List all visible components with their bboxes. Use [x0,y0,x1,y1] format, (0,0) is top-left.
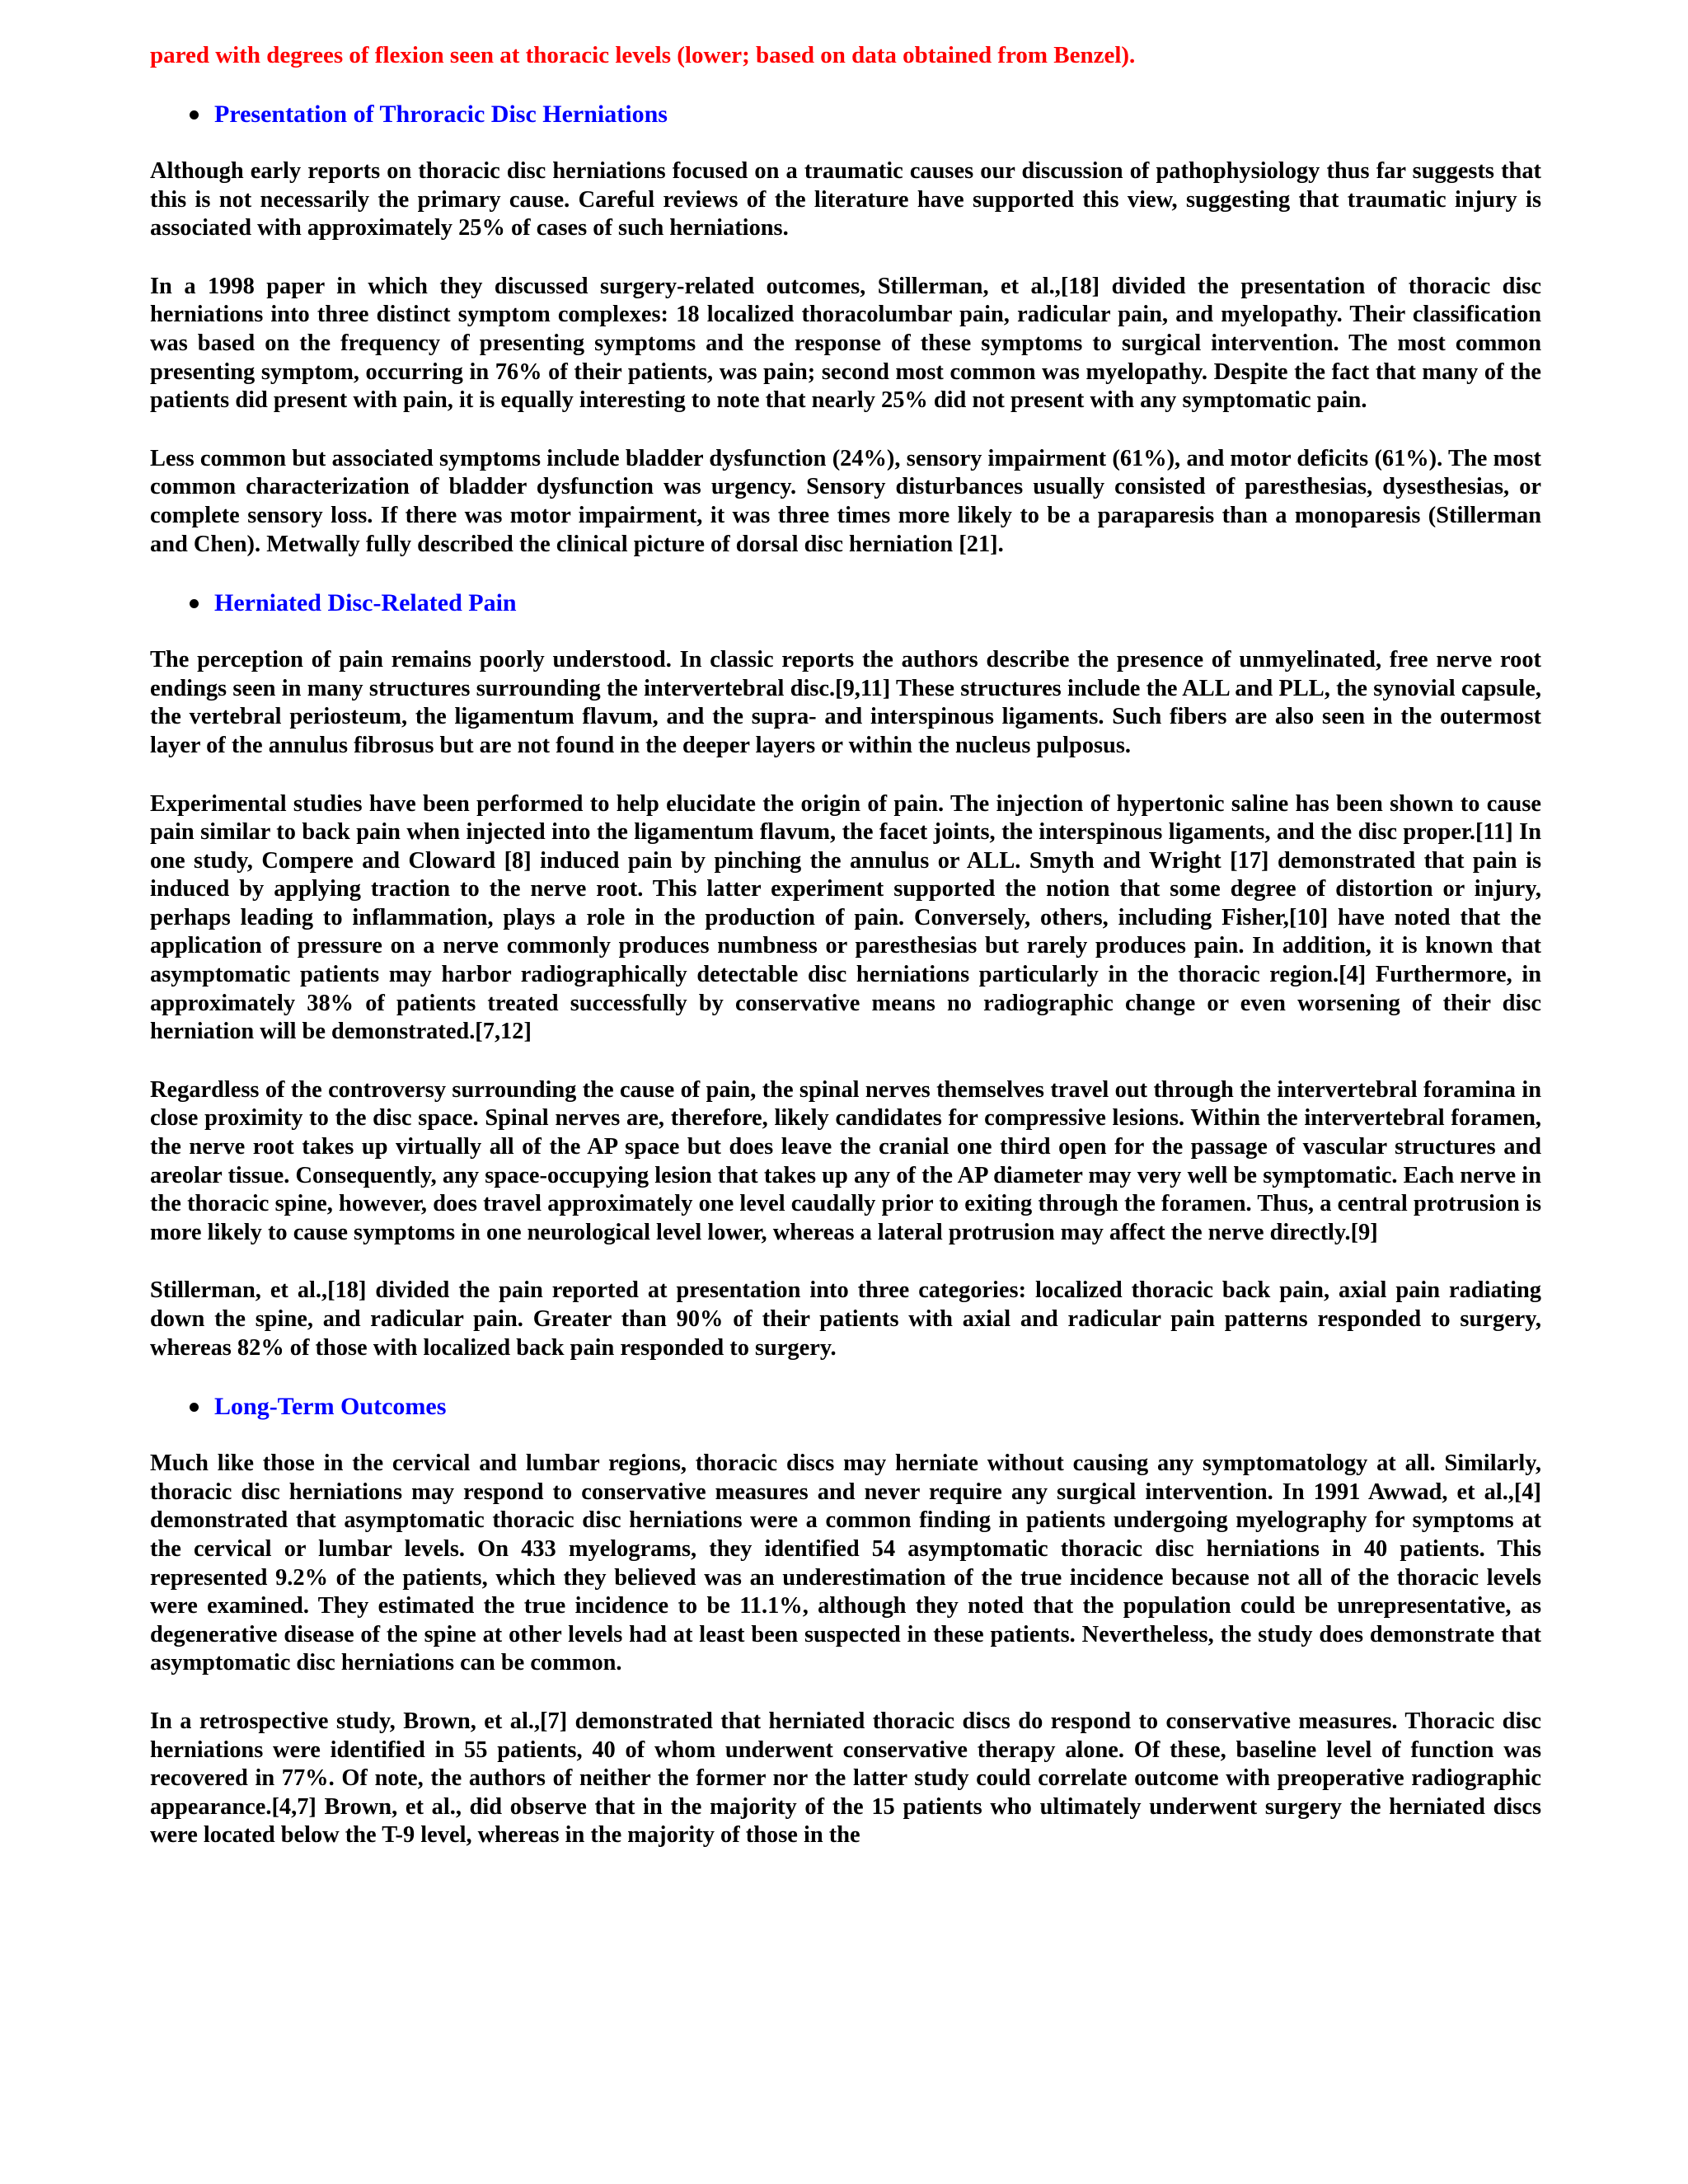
paragraph: Much like those in the cervical and lumbar regions, thoracic discs may herniate without causing any symptomatology at all. Similarly, thoracic disc herniations may respond to conservative measures and never require any surgical intervention. In 1991 Awwad, et al.,[4] demonstrated that asymptomatic thoracic disc herniations were a common finding in patients undergoing myelography for symptoms at the cervical or lumbar levels. On 433 myelograms, they identified 54 asymptomatic thoracic disc herniations in 40 patients. This represented 9.2% of the patients, which they believed was an underestimation of the true incidence because not all of the thoracic levels were examined. They estimated the true incidence to be 11.1%, although they noted that the population could be unrepresentative, as degenerative disease of the spine at other levels had at least been suspected in these patients. Nevertheless, the study does demonstrate that asymptomatic disc herniations can be common. [150,1451,1541,1676]
section-heading-link[interactable]: Long-Term Outcomes [214,1393,447,1421]
bullet-icon [190,599,199,608]
document-page [150,41,1541,1880]
figure-caption-continuation: pared with degrees of flexion seen at thoracic levels (lower; based on data obtained from Benzel). [150,42,1136,68]
paragraph: Less common but associated symptoms include bladder dysfunction (24%), sensory impairment (61%), and motor deficits (61%). The most common characterization of bladder dysfunction was urgency. Sensory disturbances usually consisted of paresthesias, dysesthesias, or complete sensory loss. If there was motor impairment, it was three times more likely to be a paraparesis than a monoparesis (Stillerman and Chen). Metwally fully described the clinical picture of dorsal disc herniation [21]. [150,445,1541,557]
section-heading-outcomes[interactable] [150,1392,1541,1421]
paragraph: Experimental studies have been performed to help elucidate the origin of pain. The injection of hypertonic saline has been shown to cause pain similar to back pain when injected into the ligamentum flavum, the facet joints, the interspinous ligaments, and the disc proper.[11] In one study, Compere and Cloward [8] induced pain by pinching the annulus or ALL. Smyth and Wright [17] demonstrated that pain is induced by applying traction to the nerve root. This latter experiment supported the notion that some degree of distortion or injury, perhaps leading to inflammation, plays a role in the production of pain. Conversely, others, including Fisher,[10] have noted that the application of pressure on a nerve commonly produces numbness or paresthesias but rarely produces pain. In addition, it is known that asymptomatic patients may harbor radiographically detectable disc herniations particularly in the thoracic region.[4] Furthermore, in approximately 38% of patients treated successfully by conservative means no radiographic change or even worsening of their disc herniation will be demonstrated.[7,12] [150,790,1541,1045]
paragraph: Although early reports on thoracic disc herniations focused on a traumatic causes our discussion of pathophysiology thus far suggests that this is not necessarily the primary cause. Careful reviews of the literature have supported this view, suggesting that traumatic injury is associated with approximately 25% of cases of such herniations. [150,158,1541,241]
section-heading-presentation[interactable] [150,100,1541,129]
section-heading-link[interactable]: Herniated Disc-Related Pain [214,589,517,617]
paragraph: In a retrospective study, Brown, et al.,[7] demonstrated that herniated thoracic discs do respond to conservative measures. Thoracic disc herniations were identified in 55 patients, 40 of whom underwent conservative therapy alone. Of these, baseline level of function was recovered in 77%. Of note, the authors of neither the former nor the latter study could correlate outcome with preoperative radiographic appearance.[4,7] Brown, et al., did observe that in the majority of the 15 patients who ultimately underwent surgery the herniated discs were located below the T-9 level, whereas in the majority of those in the [150,1708,1541,1849]
section-heading-pain[interactable] [150,588,1541,617]
section-heading-link[interactable]: Presentation of Throracic Disc Herniations [214,101,668,128]
paragraph: Stillerman, et al.,[18] divided the pain reported at presentation into three categories: localized thoracic back pain, axial pain radiating down the spine, and radicular pain. Greater than 90% of their patients with axial and radicular pain patterns responded to surgery, whereas 82% of those with localized back pain responded to surgery. [150,1277,1541,1361]
bullet-icon [190,1403,199,1412]
paragraph: In a 1998 paper in which they discussed surgery-related outcomes, Stillerman, et al.,[18] divided the presentation of thoracic disc herniations into three distinct symptom complexes: 18 localized thoracolumbar pain, radicular pain, and myelopathy. Their classification was based on the frequency of presenting symptoms and the response of these symptoms to surgical intervention. The most common presenting symptom, occurring in 76% of their patients, was pain; second most common was myelopathy. Despite the fact that many of the patients did present with pain, it is equally interesting to note that nearly 25% did not present with any symptomatic pain. [150,273,1541,414]
bullet-icon [190,110,199,120]
paragraph: The perception of pain remains poorly understood. In classic reports the authors describe the presence of unmyelinated, free nerve root endings seen in many structures surrounding the intervertebral disc.[9,11] These structures include the ALL and PLL, the synovial capsule, the vertebral periosteum, the ligamentum flavum, and the supra- and interspinous ligaments. Such fibers are also seen in the outermost layer of the annulus fibrosus but are not found in the deeper layers or within the nucleus pulposus. [150,647,1541,758]
paragraph: Regardless of the controversy surrounding the cause of pain, the spinal nerves themselves travel out through the intervertebral foramina in close proximity to the disc space. Spinal nerves are, therefore, likely candidates for compressive lesions. Within the intervertebral foramen, the nerve root takes up virtually all of the AP space but does leave the cranial one third open for the passage of vascular structures and areolar tissue. Consequently, any space-occupying lesion that takes up any of the AP diameter may very well be symptomatic. Each nerve in the thoracic spine, however, does travel approximately one level caudally prior to exiting through the foramen. Thus, a central protrusion is more likely to cause symptoms in one neurological level lower, whereas a lateral protrusion may affect the nerve directly.[9] [150,1076,1541,1245]
